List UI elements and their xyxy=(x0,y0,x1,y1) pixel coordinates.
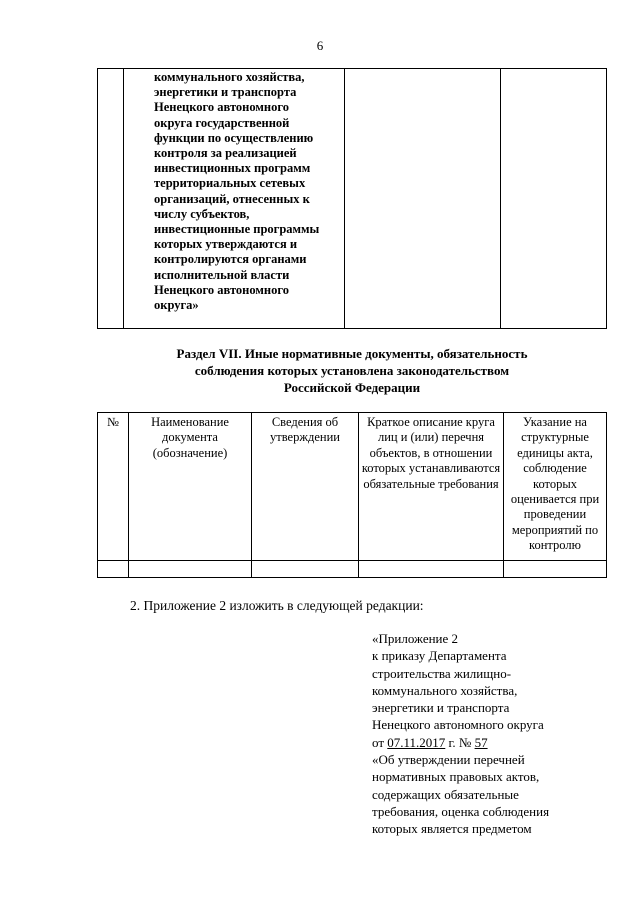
appendix-line: энергетики и транспорта xyxy=(372,700,510,716)
appendix-header xyxy=(372,630,549,838)
cell-line: энергетики и транспорта xyxy=(154,85,297,100)
table-cell xyxy=(129,561,252,578)
cell-line: Ненецкого автономного xyxy=(154,100,289,115)
header-number: № xyxy=(98,413,129,561)
cell-line: инвестиционных программ xyxy=(154,161,311,176)
table-cell xyxy=(98,69,124,329)
appendix-line: требования, оценка соблюдения xyxy=(372,803,550,819)
numbered-paragraph: 2. Приложение 2 изложить в следующей редакции: xyxy=(130,598,424,613)
appendix-line: содержащих обязательные xyxy=(372,786,519,802)
cell-line: территориальных сетевых xyxy=(154,176,306,191)
appendix-line: Ненецкого автономного округа xyxy=(372,717,544,733)
cell-line: Ненецкого автономного xyxy=(154,282,289,297)
header-structural-units: Указание на структурные единицы акта, соблюдение которых оценивается при проведении мероприятий по контролю xyxy=(504,413,607,561)
section-title xyxy=(97,345,607,396)
header-document-name: Наименование документа (обозначение) xyxy=(129,413,252,561)
cell-line: контроля за реализацией xyxy=(154,146,297,161)
date-mid: г. № xyxy=(445,734,475,750)
header-scope-description: Краткое описание круга лиц и (или) перечня объектов, в отношении которых устанавливаются обязательные требования xyxy=(359,413,504,561)
cell-line: инвестиционные программы xyxy=(154,222,320,237)
appendix-line: нормативных правовых актов, xyxy=(372,769,540,785)
continued-table xyxy=(97,68,607,329)
appendix-line: которых является предметом xyxy=(372,821,532,837)
section-title-line: Раздел VII. Иные нормативные документы, обязательность xyxy=(176,346,528,361)
section-title-line: Российской Федерации xyxy=(283,380,421,395)
appendix-line: к приказу Департамента xyxy=(372,648,507,664)
table-header-row xyxy=(98,413,607,561)
documents-table xyxy=(97,412,607,578)
appendix-date-line xyxy=(372,734,549,751)
cell-line: округа» xyxy=(154,298,199,313)
cell-line: исполнительной власти xyxy=(154,267,290,282)
cell-line: коммунального хозяйства, xyxy=(154,70,305,84)
page-number: 6 xyxy=(316,38,324,53)
appendix-line: «Приложение 2 xyxy=(372,631,459,646)
cell-line: числу субъектов, xyxy=(154,206,250,221)
appendix-line: «Об утверждении перечней xyxy=(372,752,525,768)
cell-line: контролируются органами xyxy=(154,252,307,267)
order-number: 57 xyxy=(474,734,488,750)
table-cell xyxy=(501,69,607,329)
header-approval-info: Сведения об утверждении xyxy=(252,413,359,561)
cell-line: которых утверждаются и xyxy=(154,237,298,252)
appendix-line: коммунального хозяйства, xyxy=(372,682,518,698)
cell-line: округа государственной xyxy=(154,115,290,130)
table-cell-description xyxy=(124,69,345,329)
table-cell xyxy=(98,561,129,578)
cell-line: организаций, отнесенных к xyxy=(154,191,310,206)
table-row xyxy=(98,69,607,329)
table-cell xyxy=(345,69,501,329)
date-prefix: от xyxy=(372,734,388,750)
table-cell xyxy=(359,561,504,578)
cell-line: функции по осуществлению xyxy=(154,130,314,145)
appendix-line: строительства жилищно- xyxy=(372,665,512,681)
table-row xyxy=(98,561,607,578)
table-cell xyxy=(504,561,607,578)
section-title-line: соблюдения которых установлена законодательством xyxy=(194,363,510,378)
table-cell xyxy=(252,561,359,578)
order-date: 07.11.2017 xyxy=(387,734,446,750)
